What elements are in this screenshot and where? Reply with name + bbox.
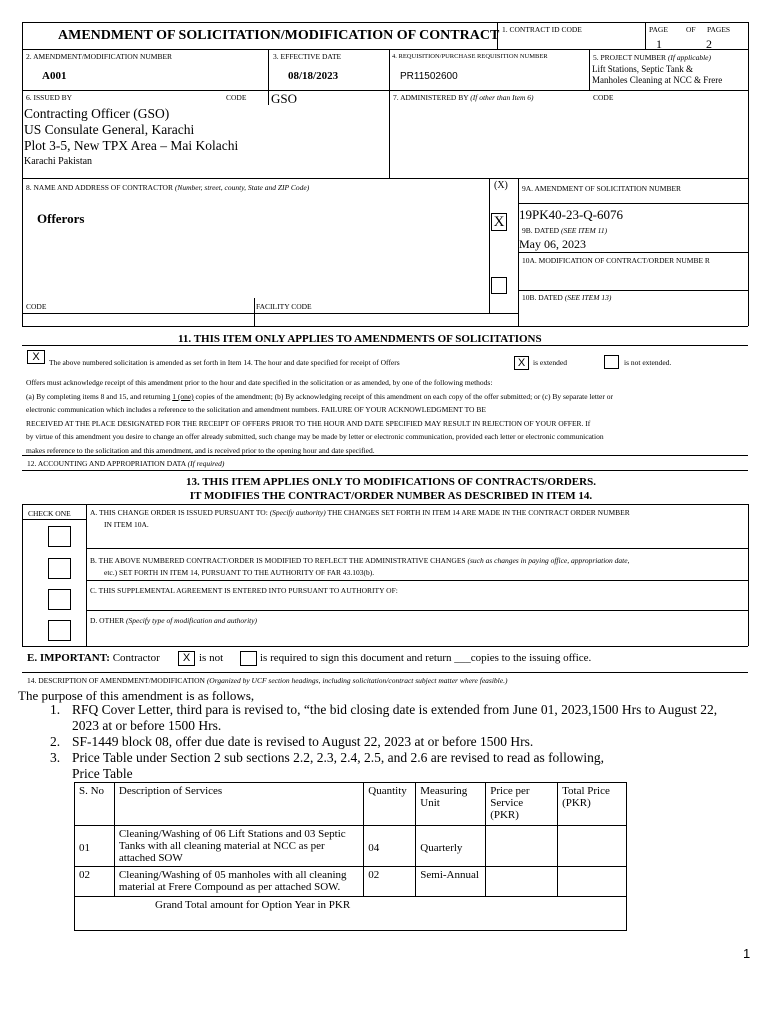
- table-row: [75, 826, 627, 867]
- accounting-data-label: 12. ACCOUNTING AND APPROPRIATION DATA (If required): [27, 459, 225, 468]
- check-b-checkbox[interactable]: [48, 558, 71, 579]
- amendment-items: [50, 702, 750, 782]
- row2-total: [558, 867, 627, 897]
- modification-dated-label: 10B. DATED (SEE ITEM 13): [522, 293, 612, 302]
- row1-unit: Quarterly: [416, 826, 486, 867]
- item13-a-text: A. THIS CHANGE ORDER IS ISSUED PURSUANT TO: (Specify authority) THE CHANGES SET FORTH IN ITEM 14 ARE MADE IN THE CONTRACT ORDER NUMBER IN ITEM 10A.: [90, 508, 630, 529]
- amendment-item-2: 2. SF-1449 block 08, offer due date is revised to August 22, 2023 at or before 1500 Hrs.: [50, 734, 534, 749]
- issued-by-code-value: GSO: [271, 91, 298, 106]
- contract-id-label: 1. CONTRACT ID CODE: [502, 25, 582, 34]
- header-quantity: Quantity: [364, 783, 416, 826]
- row1-total: [558, 826, 627, 867]
- grand-total-label: Grand Total amount for Option Year in PKR: [75, 897, 627, 931]
- is-not-label: is not: [199, 652, 224, 664]
- modification-number-label: 10A. MODIFICATION OF CONTRACT/ORDER NUMBE R: [522, 256, 710, 265]
- administered-by-code-label: CODE: [593, 93, 614, 102]
- row1-sno: 01: [75, 826, 115, 867]
- issued-by-label: 6. ISSUED BY: [26, 93, 73, 102]
- price-table-header: [75, 783, 627, 826]
- check-d-checkbox[interactable]: [48, 620, 71, 641]
- header-unit: Measuring Unit: [416, 783, 486, 826]
- requisition-value: PR11502600: [400, 71, 458, 82]
- check-a-checkbox[interactable]: [48, 526, 71, 547]
- solicitation-dated-label: 9B. DATED (SEE ITEM 11): [522, 226, 608, 235]
- header-description: Description of Services: [114, 783, 363, 826]
- effective-date-value: 08/18/2023: [288, 70, 339, 82]
- row2-description: Cleaning/Washing of 05 manholes with all cleaning material at Frere Compound as per attached SOW.: [114, 867, 363, 897]
- facility-code-label: FACILITY CODE: [256, 302, 312, 311]
- item14-label: 14. DESCRIPTION OF AMENDMENT/MODIFICATION (Organized by UCF section headings, including solicitation/contract subject matter where feasible.): [27, 676, 508, 685]
- price-table: [74, 782, 627, 931]
- table-row: [75, 867, 627, 897]
- row2-price: [486, 867, 558, 897]
- administered-by-label: 7. ADMINISTERED BY (If other than Item 6): [393, 93, 534, 102]
- project-number-label: 5. PROJECT NUMBER (If applicable): [593, 53, 712, 62]
- amendment-item-3: 3. Price Table under Section 2 sub sections 2.2, 2.3, 2.4, 2.5, and 2.6 are revised to read as following, Price Table: [50, 750, 604, 781]
- is-extended-label: is extended: [533, 358, 567, 367]
- solicitation-amendment-checkbox[interactable]: X: [491, 213, 507, 231]
- effective-date-label: 3. EFFECTIVE DATE: [273, 52, 342, 61]
- row1-quantity: 04: [364, 826, 416, 867]
- issued-by-code-label: CODE: [226, 93, 247, 102]
- solicitation-number-value: 19PK40-23-Q-6076: [519, 207, 623, 222]
- issued-by-city: Karachi Pakistan: [24, 156, 93, 167]
- page-number: 1: [743, 946, 751, 961]
- project-number-value: Lift Stations, Septic Tank & Manholes Cleaning at NCC & Frere: [592, 64, 723, 85]
- item11-amended-checkbox[interactable]: X: [27, 350, 45, 364]
- item13-b-text: B. THE ABOVE NUMBERED CONTRACT/ORDER IS MODIFIED TO REFLECT THE ADMINISTRATIVE CHANGES (such as changes in paying office, appropriation date, etc.) SET FORTH IN ITEM 14, PURSUANT TO THE AUTHORITY OF FAR 43.103(b).: [90, 556, 630, 577]
- grand-total-row: [75, 897, 627, 931]
- amendment-number-value: A001: [42, 70, 67, 82]
- item13-heading: 13. THIS ITEM APPLIES ONLY TO MODIFICATIONS OF CONTRACTS/ORDERS. IT MODIFIES THE CONTRACT/ORDER NUMBER AS DESCRIBED IN ITEM 14.: [186, 476, 596, 502]
- is-not-extended-checkbox[interactable]: [604, 355, 619, 369]
- form-title: AMENDMENT OF SOLICITATION/MODIFICATION OF CONTRACT: [58, 28, 500, 43]
- row2-quantity: 02: [364, 867, 416, 897]
- contractor-value: Offerors: [37, 211, 85, 226]
- is-not-checkbox[interactable]: X: [178, 651, 195, 666]
- row2-unit: Semi-Annual: [416, 867, 486, 897]
- is-extended-checkbox[interactable]: X: [514, 356, 529, 370]
- page-label: PAGE: [649, 25, 668, 34]
- check-one-label: CHECK ONE: [28, 509, 71, 518]
- issued-by-address: Contracting Officer (GSO) US Consulate General, Karachi Plot 3-5, New TPX Area – Mai Kolachi: [24, 106, 239, 153]
- pages-label: PAGES: [707, 25, 731, 34]
- amendment-intro: The purpose of this amendment is as follows,: [18, 688, 255, 703]
- contractor-label: 8. NAME AND ADDRESS OF CONTRACTOR (Number, street, county, State and ZIP Code): [26, 183, 310, 192]
- row2-sno: 02: [75, 867, 115, 897]
- item11-instructions: Offers must acknowledge receipt of this amendment prior to the hour and date specified in the solicitation or as amended, by one of the following methods: (a) By completing items 8 and 15, and returning 1 (one) copies of the amendment; (b) By acknowledging receipt of this amendment on each copy of the offer submitted; or (c) By separate letter or electronic communication which includes a reference to the solicitation and amendment numbers. FAILURE OF YOUR ACKNOWLEDGMENT TO BE RECEIVED AT THE PLACE DESIGNATED FOR THE RECEIPT OF OFFERS PRIOR TO THE HOUR AND DATE SPECIFIED MAY RESULT IN REJECTION OF YOUR OFFER. If by virtue of this amendment you desire to change an offer already submitted, such change may be made by letter or electronic communication, provided each letter or electronic communication makes reference to the solicitation and this amendment, and is received prior to the opening hour and date specified.: [26, 378, 613, 455]
- pages-value: 2: [706, 37, 712, 51]
- of-label: OF: [686, 25, 696, 34]
- is-not-extended-label: is not extended.: [624, 358, 672, 367]
- contractor-code-label: CODE: [26, 302, 47, 311]
- amendment-item-1: 1. RFQ Cover Letter, third para is revised to, “the bid closing date is extended from June 01, 2023,1500 Hrs to August 22, 2023 at or before 1500 Hrs.: [50, 702, 718, 733]
- row1-price: [486, 826, 558, 867]
- is-required-text: is required to sign this document and return ___copies to the issuing office.: [260, 652, 592, 664]
- header-sno: S. No: [75, 783, 115, 826]
- item11-line1: The above numbered solicitation is amended as set forth in Item 14. The hour and date specified for receipt of Offers: [49, 358, 400, 367]
- header-total: Total Price (PKR): [558, 783, 627, 826]
- check-c-checkbox[interactable]: [48, 589, 71, 610]
- row1-description: Cleaning/Washing of 06 Lift Stations and 03 Septic Tanks with all cleaning material at NCC as per attached SOW: [114, 826, 363, 867]
- item13-c-text: C. THIS SUPPLEMENTAL AGREEMENT IS ENTERED INTO PURSUANT TO AUTHORITY OF:: [90, 586, 398, 595]
- item11-heading: 11. THIS ITEM ONLY APPLIES TO AMENDMENTS OF SOLICITATIONS: [178, 333, 542, 345]
- solicitation-dated-value: May 06, 2023: [519, 237, 586, 251]
- item13-d-text: D. OTHER (Specify type of modification and authority): [90, 616, 258, 625]
- amendment-number-label: 2. AMENDMENT/MODIFICATION NUMBER: [26, 52, 173, 61]
- requisition-label: 4. REQUISITION/PURCHASE REQUISITION NUMBER: [392, 53, 548, 60]
- header-price: Price per Service (PKR): [486, 783, 558, 826]
- x-column-header: (X): [494, 180, 508, 191]
- is-required-checkbox[interactable]: [240, 651, 257, 666]
- solicitation-number-label: 9A. AMENDMENT OF SOLICITATION NUMBER: [522, 184, 682, 193]
- important-row: E. IMPORTANT: Contractor: [27, 652, 160, 664]
- page-value: 1: [656, 37, 662, 51]
- modification-checkbox[interactable]: [491, 277, 507, 294]
